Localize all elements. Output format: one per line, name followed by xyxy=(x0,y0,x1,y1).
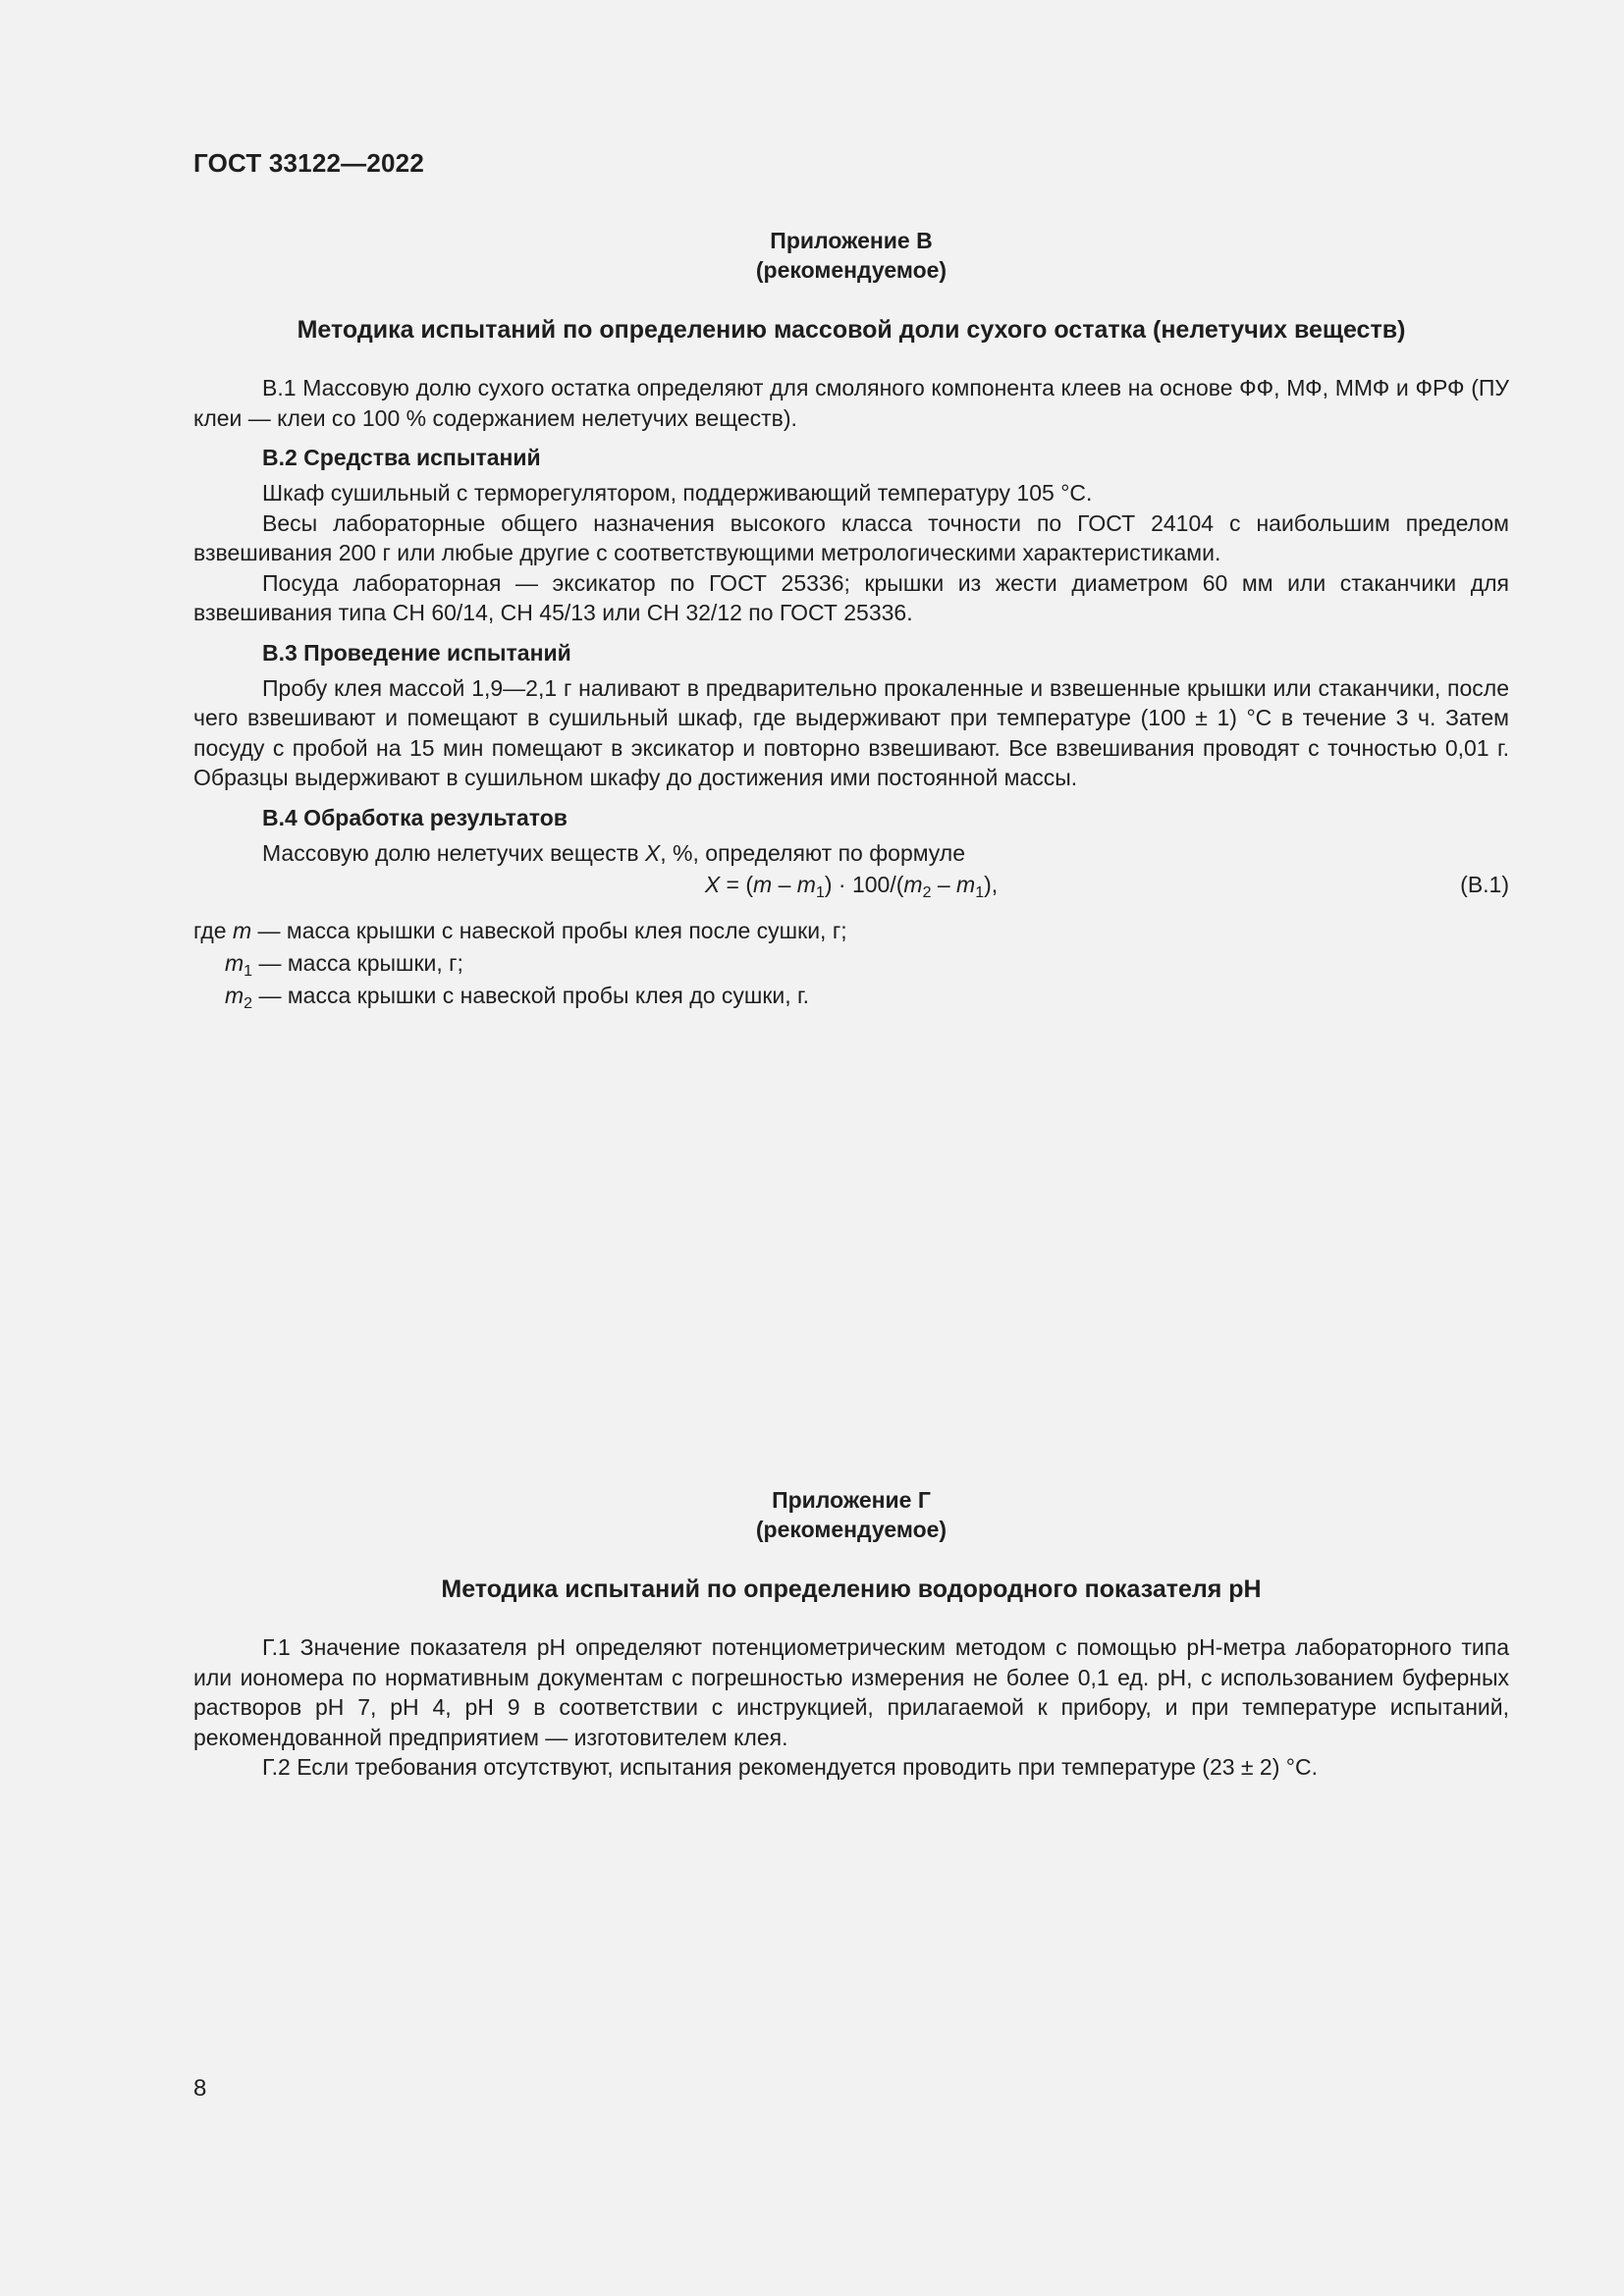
legend-m2-desc: — масса крышки с навеской пробы клея до сушки, г. xyxy=(252,983,809,1008)
formula-lhs: X xyxy=(704,872,721,897)
formula-m2: m xyxy=(903,872,923,897)
clause-v2-p1: Шкаф сушильный с терморегулятором, поддерживающий температуру 105 °С. xyxy=(262,480,1093,506)
legend-m2-sym: m xyxy=(225,983,244,1008)
formula-minus: – xyxy=(772,872,797,897)
clause-v1: В.1 Массовую долю сухого остатка определяют для смоляного компонента клеев на основе ФФ, МФ, ММФ и ФРФ (ПУ клеи — клеи со 100 % содержанием нелетучих веществ). xyxy=(193,375,1509,431)
clause-v4-var: X xyxy=(644,839,661,866)
annex-v-heading: Методика испытаний по определению массовой доли сухого остатка (нелетучих веществ) xyxy=(297,316,1406,344)
legend-lead: где xyxy=(193,918,233,943)
clause-v4-p1 xyxy=(193,838,1509,869)
clause-v4-text-a: Массовую долю нелетучих веществ xyxy=(262,839,645,866)
annex-g-title: Приложение Г xyxy=(772,1487,931,1513)
page-number: 8 xyxy=(193,2075,207,2102)
legend-m-sym: m xyxy=(232,918,252,943)
annex-g xyxy=(193,1485,1509,1783)
clause-v2-p2: Весы лабораторные общего назначения высокого класса точности по ГОСТ 24104 с наибольшим пределом взвешивания 200 г или любые другие с соответствующими метрологическими характеристиками. xyxy=(193,509,1509,565)
section-v4-title: В.4 Обработка результатов xyxy=(262,804,568,830)
formula-m1b: m xyxy=(956,872,976,897)
clause-v4-text-b: , %, определяют по формуле xyxy=(660,839,966,866)
formula-sub1: 1 xyxy=(815,884,825,901)
clause-g1: Г.1 Значение показателя pH определяют потенциометрическим методом с помощью pH-метра лабораторного типа или иономера по нормативным документам с погрешностью измерения не более 0,1 ед. pH, с использованием буферных растворов pH 7, pH 4, pH 9 в соответствии с инструкцией, прилагаемой к прибору, и при температуре испытаний, рекомендованной предприятием — изготовителем клея. xyxy=(193,1634,1509,1750)
legend-row-m xyxy=(193,915,1509,947)
formula-legend xyxy=(193,915,1509,1012)
section-v3-title: В.3 Проведение испытаний xyxy=(262,639,571,666)
clause-v3-p1: Пробу клея массой 1,9—2,1 г наливают в предварительно прокаленные и взвешенные крышки или стаканчики, после чего взвешивают и помещают в сушильный шкаф, где выдерживают при температуре (100 ± 1) °С в течение 3 ч. Затем посуду с пробой на 15 мин помещают в эксикатор и повторно взвешивают. Все взвешивания проводят с точностью 0,01 г. Образцы выдерживают в сушильном шкафу до достижения ими постоянной массы. xyxy=(193,674,1509,790)
formula-sub2: 2 xyxy=(922,884,932,901)
legend-m1-desc: — масса крышки, г; xyxy=(252,950,463,976)
annex-v-title: Приложение В xyxy=(770,228,933,253)
formula-minus2: – xyxy=(931,872,957,897)
legend-m2-sub: 2 xyxy=(244,995,253,1012)
section-v2-title: В.2 Средства испытаний xyxy=(262,445,541,470)
legend-m1-sym: m xyxy=(225,950,244,976)
legend-row-m1 xyxy=(193,947,1509,980)
formula-sub1b: 1 xyxy=(975,884,985,901)
formula-number: (В.1) xyxy=(1460,872,1509,897)
annex-g-heading: Методика испытаний по определению водородного показателя pH xyxy=(441,1575,1262,1603)
annex-v-status: (рекомендуемое) xyxy=(755,257,947,283)
annex-g-status: (рекомендуемое) xyxy=(755,1517,947,1542)
formula-mid: ) · 100/( xyxy=(824,872,904,897)
formula-expression xyxy=(193,870,1509,899)
document-id-header: ГОСТ 33122—2022 xyxy=(193,148,424,178)
legend-m1-sub: 1 xyxy=(244,963,253,980)
legend-row-m2 xyxy=(193,980,1509,1012)
formula-m1: m xyxy=(796,872,816,897)
legend-m-desc: — масса крышки с навеской пробы клея после сушки, г; xyxy=(251,918,847,943)
formula-end: ), xyxy=(984,872,999,897)
formula-eq: = ( xyxy=(720,872,754,897)
clause-g2: Г.2 Если требования отсутствуют, испытания рекомендуется проводить при температуре (23 ± 2) °С. xyxy=(262,1754,1318,1780)
clause-v2-p3: Посуда лабораторная — эксикатор по ГОСТ 25336; крышки из жести диаметром 60 мм или стаканчики для взвешивания типа СН 60/14, СН 45/13 или СН 32/12 по ГОСТ 25336. xyxy=(193,569,1509,625)
annex-v xyxy=(193,226,1509,1012)
formula-m: m xyxy=(753,872,773,897)
formula-v1 xyxy=(193,870,1509,911)
document-page xyxy=(193,0,1509,2296)
